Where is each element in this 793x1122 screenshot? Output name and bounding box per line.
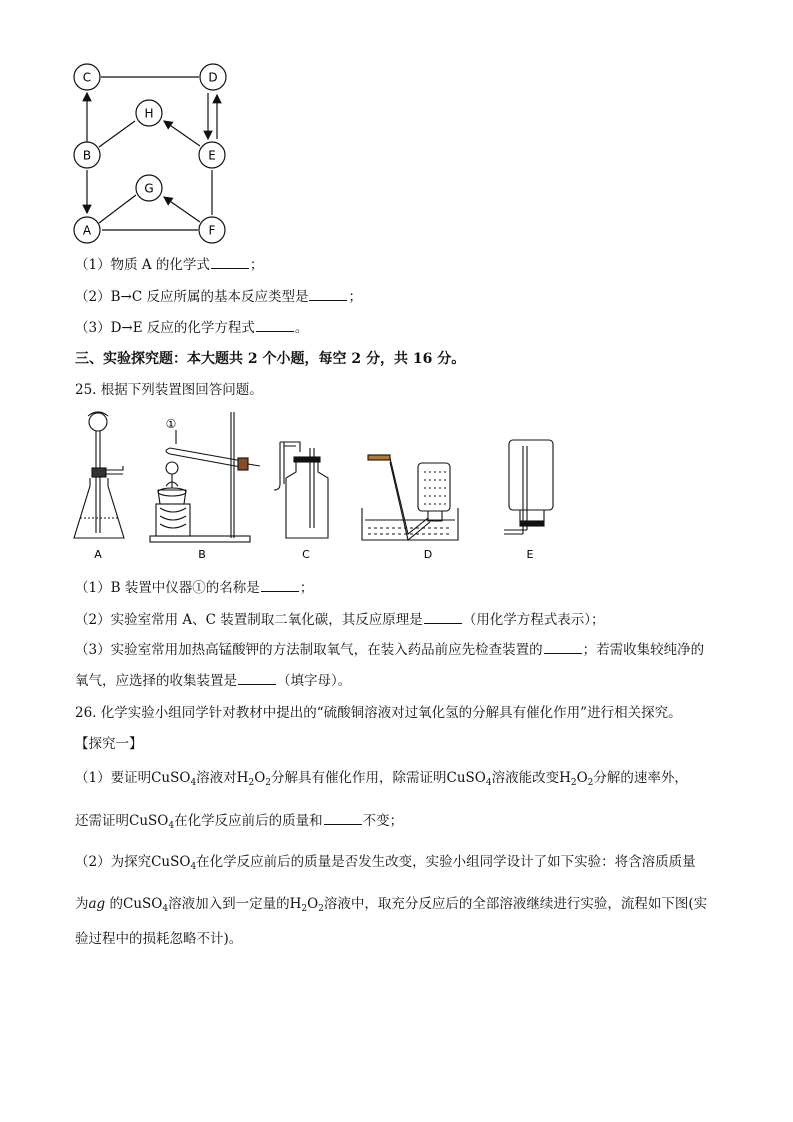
- apparatus-b: [150, 412, 260, 542]
- q25-part1: （1）B 装置中仪器①的名称是 ；: [75, 580, 314, 596]
- q25-stem: 25. 根据下列装置图回答问题。: [75, 382, 263, 398]
- svg-text:D: D: [208, 70, 218, 85]
- apparatus-e: [504, 440, 553, 534]
- answer-blank[interactable]: [261, 579, 299, 592]
- apparatus-figure: [68, 408, 568, 566]
- svg-text:B: B: [82, 148, 92, 163]
- answer-blank[interactable]: [238, 672, 276, 685]
- q26-part1: （1）要证明CuSO$_4$溶液对$H_2O_2$分解具有催化作用，除需证明CuSO$_4$溶液能改变$H_2O_2$分解的速率外，: [75, 770, 688, 788]
- edge-e-h: [164, 121, 200, 146]
- formula-cuso4: CuSO$_4$: [123, 896, 169, 914]
- node-e: [199, 142, 225, 168]
- edge-a-g: [99, 195, 136, 223]
- q24-part2: （2）B→C 反应所属的基本反应类型是 ；: [75, 289, 362, 305]
- node-d: [200, 64, 226, 90]
- q25-part3: （3）实验室常用加热高锰酸钾的方法制取氧气，在装入药品前应先检查装置的 ；若需收集较纯净的: [75, 642, 705, 658]
- q24-part3: （3）D→E 反应的化学方程式 。: [75, 320, 309, 336]
- svg-text:E: E: [208, 148, 216, 163]
- edge-f-g: [164, 197, 200, 222]
- svg-text:A: A: [82, 223, 92, 238]
- formula-h2o2: $H_2O_2$: [289, 896, 324, 914]
- formula-cuso4: CuSO$_4$: [446, 770, 492, 788]
- label-b: B: [198, 548, 206, 561]
- node-b: [74, 142, 100, 168]
- node-h: [136, 100, 162, 126]
- answer-blank[interactable]: [544, 641, 582, 654]
- label-a: A: [94, 548, 102, 561]
- answer-blank[interactable]: [424, 611, 462, 624]
- answer-blank[interactable]: [324, 812, 362, 825]
- q24-part1: （1）物质 A 的化学式 ；: [75, 257, 264, 273]
- svg-text:H: H: [144, 106, 154, 121]
- section-heading: 三、实验探究题：本大题共 2 个小题，每空 2 分，共 16 分。: [75, 351, 466, 367]
- q26-part1-line2: 还需证明CuSO$_4$在化学反应前后的质量和 不变；: [75, 813, 404, 831]
- q25-part3-line2: 氧气，应选择的收集装置是 （填字母）。: [75, 673, 352, 689]
- apparatus-a: [74, 412, 124, 538]
- label-c: C: [302, 548, 310, 561]
- label-e: E: [526, 548, 534, 561]
- q25-part2: （2）实验室常用 A、C 装置制取二氧化碳，其反应原理是 （用化学方程式表示）；: [75, 612, 605, 628]
- apparatus-c: [274, 442, 328, 538]
- q26-stem: 26. 化学实验小组同学针对教材中提出的“硫酸铜溶液对过氧化氢的分解具有催化作用”进行相关探究。: [75, 705, 682, 721]
- label-d: D: [423, 548, 433, 561]
- formula-h2o2: $H_2O_2$: [559, 770, 594, 788]
- formula-cuso4: CuSO$_4$: [151, 854, 197, 872]
- q26-part2: （2）为探究CuSO$_4$在化学反应前后的质量是否发生改变，实验小组同学设计了如下实验：将含溶质质量: [75, 854, 696, 872]
- edge-b-h: [99, 121, 135, 147]
- q26-tag: 【探究一】: [75, 736, 143, 752]
- node-a: [74, 217, 100, 243]
- answer-blank[interactable]: [211, 256, 249, 269]
- svg-text:G: G: [144, 181, 154, 196]
- marker-1: ①: [165, 417, 177, 431]
- answer-blank[interactable]: [256, 319, 294, 332]
- formula-cuso4: CuSO$_4$: [129, 813, 175, 831]
- node-c: [74, 64, 100, 90]
- apparatus-d: [362, 455, 458, 540]
- q26-part2-line3: 验过程中的损耗忽略不计)。: [75, 931, 243, 947]
- answer-blank[interactable]: [309, 288, 347, 301]
- relationship-graph: [60, 55, 250, 250]
- svg-text:C: C: [82, 70, 92, 85]
- node-f: [199, 217, 225, 243]
- node-g: [136, 175, 162, 201]
- formula-cuso4: CuSO$_4$: [151, 770, 197, 788]
- svg-text:F: F: [208, 223, 216, 238]
- formula-h2o2: $H_2O_2$: [236, 770, 271, 788]
- q26-part2-line2: 为ag 的CuSO$_4$溶液加入到一定量的$H_2O_2$溶液中，取充分反应后的全部溶液继续进行实验，流程如下图(实: [75, 896, 708, 914]
